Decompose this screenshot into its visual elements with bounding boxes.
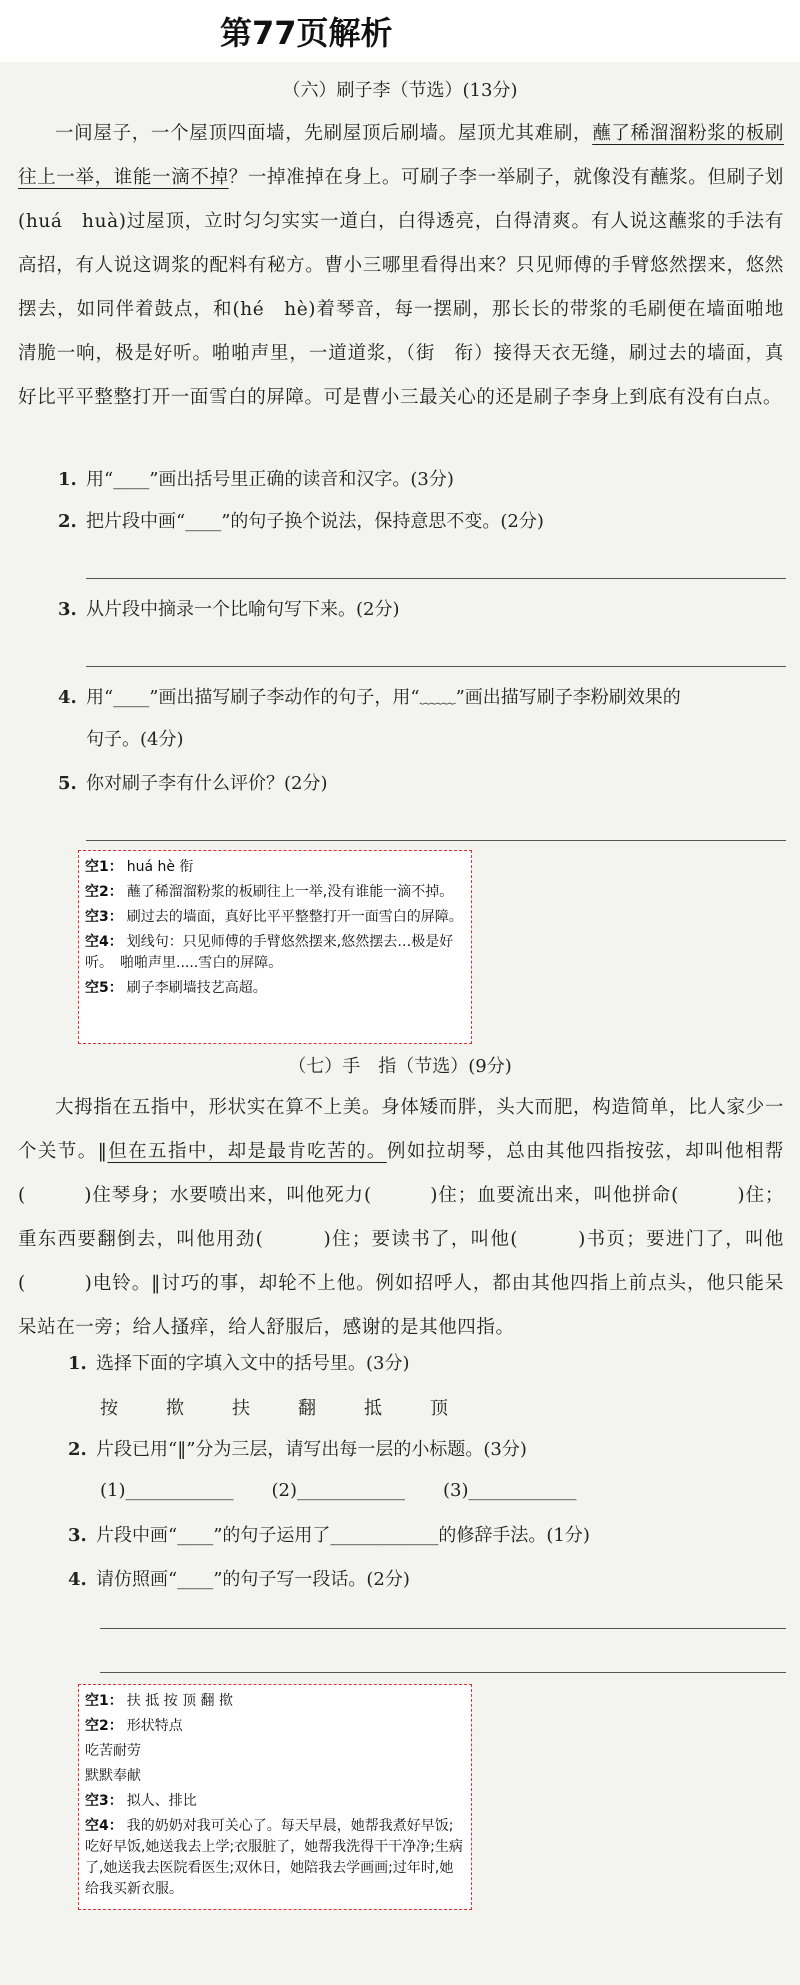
s6-question-4-cont: [86, 726, 184, 754]
s6-question-2: [58, 508, 544, 536]
answer-line: [86, 840, 786, 841]
page-title: 第77页解析: [220, 14, 393, 52]
subtitle-blank: (2)____________: [271, 1480, 405, 1501]
answer-row: [85, 978, 465, 999]
answer-label: 空4：: [85, 934, 123, 950]
passage-6-underlined: 蘸了稀溜溜粉浆的板刷往上一举，谁能一滴不掉: [18, 123, 784, 188]
q-number: 1.: [68, 1353, 87, 1374]
answer-row: [85, 932, 465, 974]
answer-row: [85, 907, 465, 928]
q-text: 用“____”画出括号里正确的读音和汉字。(3分): [86, 469, 454, 490]
q-text: 请仿照画“____”的句子写一段话。(2分): [96, 1569, 410, 1590]
s6-question-3: [58, 596, 400, 624]
q-number: 3.: [58, 599, 77, 620]
passage-6-post: ？一掉准掉在身上。可刷子李一举刷子，就像没有蘸浆。但刷子划(huá huà)过屋顶，立时匀匀实实一道白，白得透亮，白得清爽。有人说这蘸浆的手法有高招，有人说这调浆的配料有秘方。曹小三哪里看得出来？只见师傅的手臂悠然摆来，悠然摆去，如同伴着鼓点，和(hé hè)着琴音，每一摆刷，那长长的带浆的毛刷便在墙面啪地清脆一响，极是好听。啪啪声里，一道道浆，（街 衔）接得天衣无缝，刷过去的墙面，真好比平平整整打开一面雪白的屏障。可是曹小三最关心的还是刷子李身上到底有没有白点。: [18, 167, 784, 408]
q-text: 选择下面的字填入文中的括号里。(3分): [96, 1353, 410, 1374]
s7-question-4: [68, 1566, 410, 1594]
char-option: 顶: [430, 1398, 450, 1419]
q-text: 片段已用“‖”分为三层，请写出每一层的小标题。(3分): [96, 1439, 527, 1460]
answer-text: 划线句：只见师傅的手臂悠然摆来,悠然摆去…极是好听。 啪啪声里.....雪白的屏障。: [85, 934, 454, 971]
q-number: 3.: [68, 1525, 87, 1546]
q-text: 你对刷子李有什么评价？(2分): [86, 773, 328, 794]
answer-text: 刷子李刷墙技艺高超。: [126, 980, 267, 996]
s7-question-2: [68, 1436, 527, 1464]
section-6-title: （六）刷子李（节选）(13分): [282, 80, 518, 101]
answer-line: [100, 1672, 786, 1673]
answer-text: 扶 抵 按 顶 翻 揿: [126, 1693, 234, 1709]
answer-text: 我的奶奶对我可关心了。每天早晨，她帮我煮好早饭;吃好早饭,她送我去上学;衣服脏了，她帮我洗得干干净净;生病了,她送我去医院看医生;双休日，她陪我去学画画;过年时,她给我买新衣服。: [85, 1818, 463, 1897]
q-number: 1.: [58, 469, 77, 490]
answer-text: 形状特点: [126, 1718, 183, 1734]
answer-row: [85, 1691, 465, 1712]
subtitle-blank: (3)____________: [443, 1480, 577, 1501]
q-number: 5.: [58, 773, 77, 794]
answer-label: 空5：: [85, 980, 123, 996]
char-option: 揿: [166, 1398, 186, 1419]
answer-text: 吃苦耐劳: [85, 1743, 141, 1759]
s6-question-1: [58, 466, 454, 494]
q-text: 句子。(4分): [86, 729, 184, 750]
answer-row: [85, 882, 465, 903]
s7-question-1: [68, 1350, 410, 1378]
answer-text: 拟人、排比: [126, 1793, 197, 1809]
char-option: 扶: [232, 1398, 252, 1419]
answer-row: [85, 1741, 465, 1762]
answer-row: [85, 1816, 465, 1900]
answer-row: [85, 1766, 465, 1787]
answer-text: 刷过去的墙面，真好比平平整整打开一面雪白的屏障。: [126, 909, 463, 925]
passage-7-b: 例如拉胡琴，总由其他四指按弦，却叫他相帮( )住琴身；水要喷出来，叫他死力( )住；血要流出来，叫他拼命( )住；重东西要翻倒去，叫他用劲( )住；要读书了，叫他( )书页；要进门了，叫他( )电铃。‖讨巧的事，却轮不上他。例如招呼人，都由其他四指上前点头，他只能呆呆站在一旁；给人搔痒，给人舒服后，感谢的是其他四指。: [18, 1141, 784, 1338]
section-7-answer-box: [78, 1684, 472, 1910]
char-option: 按: [100, 1398, 120, 1419]
answer-row: [85, 1791, 465, 1812]
answer-line: [86, 578, 786, 579]
q-number: 4.: [68, 1569, 87, 1590]
q-text: 片段中画“____”的句子运用了____________的修辞手法。(1分): [96, 1525, 590, 1546]
answer-label: 空2：: [85, 1718, 123, 1734]
answer-label: 空3：: [85, 1793, 123, 1809]
char-option: 抵: [364, 1398, 384, 1419]
answer-line: [86, 666, 786, 667]
answer-label: 空1：: [85, 859, 123, 875]
answer-row: [85, 1716, 465, 1737]
char-options: [100, 1394, 496, 1420]
s6-question-4: [58, 684, 681, 712]
answer-label: 空4：: [85, 1818, 123, 1834]
char-option: 翻: [298, 1398, 318, 1419]
q-text: 用“____”画出描写刷子李动作的句子，用“﹏﹏”画出描写刷子李粉刷效果的: [86, 687, 681, 708]
q-number: 4.: [58, 687, 77, 708]
section-7-passage: [18, 1086, 784, 1350]
answer-line: [100, 1628, 786, 1629]
answer-label: 空2：: [85, 884, 123, 900]
passage-7-underlined: 但在五指中，却是最肯吃苦的。: [107, 1141, 387, 1162]
answer-text: 蘸了稀溜溜粉浆的板刷往上一举,没有谁能一滴不掉。: [126, 884, 454, 900]
s7-question-3: [68, 1522, 590, 1550]
q-number: 2.: [58, 511, 77, 532]
q-number: 2.: [68, 1439, 87, 1460]
q-text: 从片段中摘录一个比喻句写下来。(2分): [86, 599, 400, 620]
section-7-title: （七）手 指（节选）(9分): [288, 1056, 512, 1077]
answer-label: 空1：: [85, 1693, 123, 1709]
q-text: 把片段中画“____”的句子换个说法，保持意思不变。(2分): [86, 511, 544, 532]
passage-6-pre: 一间屋子，一个屋顶四面墙，先刷屋顶后刷墙。屋顶尤其难刷，: [55, 123, 593, 144]
passage-7-a: 大拇指在五指中，形状实在算不上美。身体矮而胖，头大而肥，构造简单，比人家少一个关节。‖: [18, 1097, 784, 1162]
subtitle-blanks: [100, 1480, 615, 1501]
answer-row: [85, 857, 465, 878]
answer-label: 空3：: [85, 909, 123, 925]
answer-text: 默默奉献: [85, 1768, 141, 1784]
answer-text: huá hè 衔: [126, 859, 194, 875]
subtitle-blank: (1)____________: [100, 1480, 234, 1501]
s6-question-5: [58, 770, 328, 798]
section-6-passage: [18, 112, 784, 420]
section-6-answer-box: [78, 850, 472, 1044]
